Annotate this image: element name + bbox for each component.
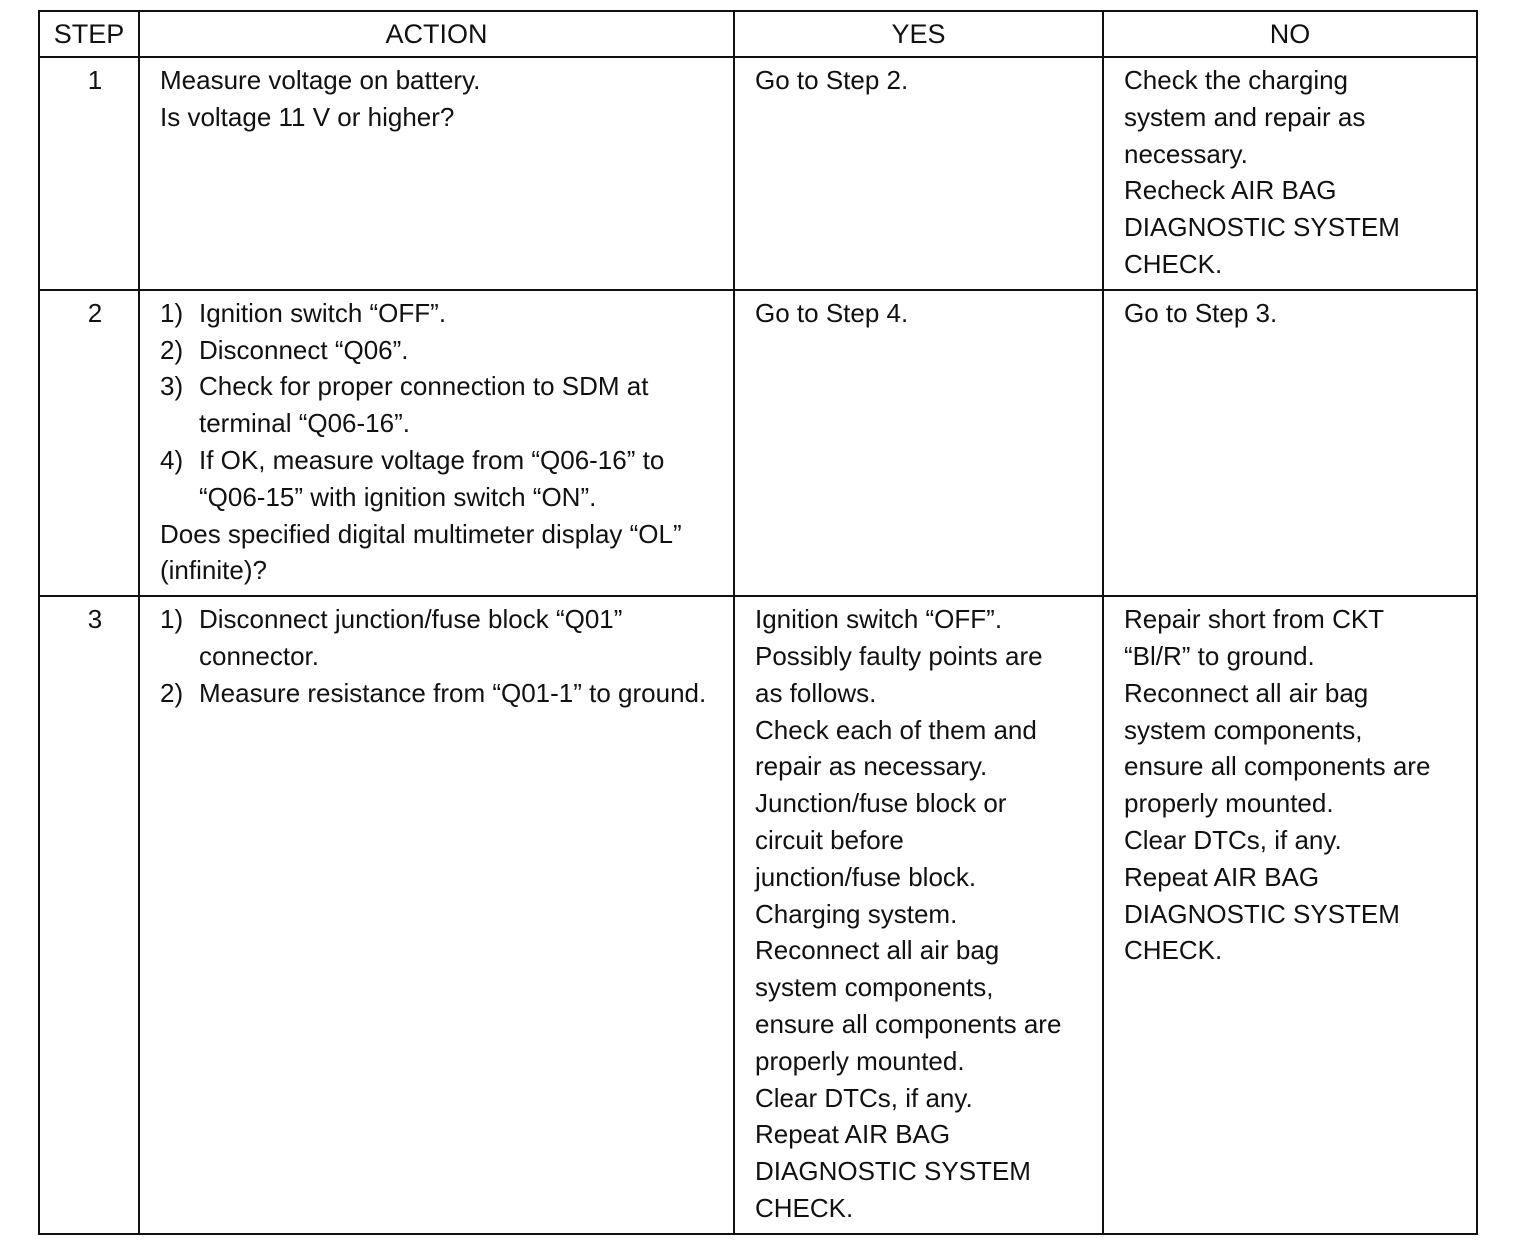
header-action: ACTION bbox=[139, 11, 734, 57]
header-no: NO bbox=[1103, 11, 1477, 57]
yes-line: Possibly faulty points are bbox=[755, 640, 1043, 671]
action-line: Is voltage 11 V or higher? bbox=[160, 101, 455, 132]
action-step bbox=[160, 332, 725, 369]
yes-line: ensure all components are bbox=[755, 1008, 1062, 1039]
header-yes: YES bbox=[734, 11, 1103, 57]
action-step-number: 1) bbox=[160, 297, 184, 328]
yes-line: Junction/fuse block or bbox=[755, 788, 1007, 819]
yes-line: repair as necessary. bbox=[755, 751, 988, 782]
no-line: Recheck AIR BAG bbox=[1124, 175, 1337, 206]
action-steps-list bbox=[160, 601, 725, 711]
action-steps-list bbox=[160, 295, 725, 516]
action-question: Does specified digital multimeter display “OL” (infinite)? bbox=[160, 518, 682, 586]
action-step-number: 2) bbox=[160, 677, 184, 708]
action-step-text: Check for proper connection to SDM at terminal “Q06-16”. bbox=[199, 371, 649, 439]
table-row bbox=[39, 596, 1477, 1234]
action-step bbox=[160, 295, 725, 332]
action-step bbox=[160, 675, 725, 712]
no-line: Repair short from CKT bbox=[1124, 604, 1385, 635]
yes-line: system components, bbox=[755, 972, 994, 1003]
action-cell bbox=[139, 596, 734, 1234]
action-step-text: Disconnect junction/fuse block “Q01” connector. bbox=[199, 604, 623, 671]
step-number: 3 bbox=[39, 596, 139, 1234]
no-line: system and repair as bbox=[1124, 101, 1366, 132]
no-cell bbox=[1103, 290, 1477, 596]
action-step bbox=[160, 442, 725, 516]
action-cell bbox=[139, 290, 734, 596]
yes-line: circuit before bbox=[755, 824, 904, 855]
no-cell bbox=[1103, 596, 1477, 1234]
no-line: ensure all components are bbox=[1124, 751, 1431, 782]
step-number: 2 bbox=[39, 290, 139, 596]
header-step: STEP bbox=[39, 11, 139, 57]
no-line: Repeat AIR BAG bbox=[1124, 861, 1320, 892]
table-row bbox=[39, 57, 1477, 290]
yes-line: Repeat AIR BAG bbox=[755, 1119, 951, 1150]
diagnostic-table bbox=[38, 10, 1478, 1235]
action-step-text: If OK, measure voltage from “Q06-16” to “Q06-15” with ignition switch “ON”. bbox=[199, 444, 665, 512]
no-line: system components, bbox=[1124, 714, 1363, 745]
no-line: Check the charging bbox=[1124, 65, 1349, 95]
no-line: CHECK. bbox=[1124, 248, 1223, 279]
yes-line: CHECK. bbox=[755, 1192, 854, 1223]
no-line: necessary. bbox=[1124, 138, 1248, 169]
no-line: “Bl/R” to ground. bbox=[1124, 640, 1315, 671]
action-step-text: Measure resistance from “Q01-1” to ground. bbox=[199, 677, 707, 708]
action-line: Measure voltage on battery. bbox=[160, 65, 481, 95]
action-step-text: Ignition switch “OFF”. bbox=[199, 297, 447, 328]
step-number: 1 bbox=[39, 57, 139, 290]
yes-cell bbox=[734, 57, 1103, 290]
no-cell bbox=[1103, 57, 1477, 290]
table-row bbox=[39, 290, 1477, 596]
no-line: CHECK. bbox=[1124, 935, 1223, 966]
action-step-number: 3) bbox=[160, 371, 184, 402]
yes-line: Check each of them and bbox=[755, 714, 1037, 745]
yes-line: as follows. bbox=[755, 677, 877, 708]
no-line: Reconnect all air bag bbox=[1124, 677, 1369, 708]
yes-line: DIAGNOSTIC SYSTEM bbox=[755, 1156, 1031, 1187]
action-step bbox=[160, 368, 725, 442]
yes-cell bbox=[734, 596, 1103, 1234]
yes-line: Go to Step 2. bbox=[755, 65, 909, 95]
yes-line: Ignition switch “OFF”. bbox=[755, 604, 1003, 635]
yes-cell bbox=[734, 290, 1103, 596]
no-line: DIAGNOSTIC SYSTEM bbox=[1124, 212, 1400, 243]
action-step-number: 1) bbox=[160, 604, 184, 635]
header-row bbox=[39, 11, 1477, 57]
action-step-number: 2) bbox=[160, 334, 184, 365]
yes-line: properly mounted. bbox=[755, 1045, 965, 1076]
yes-line: Clear DTCs, if any. bbox=[755, 1082, 973, 1113]
action-step bbox=[160, 601, 725, 675]
yes-line: Charging system. bbox=[755, 898, 958, 929]
action-step-text: Disconnect “Q06”. bbox=[199, 334, 409, 365]
no-line: Clear DTCs, if any. bbox=[1124, 824, 1342, 855]
no-line: Go to Step 3. bbox=[1124, 297, 1278, 328]
no-line: properly mounted. bbox=[1124, 788, 1334, 819]
action-step-number: 4) bbox=[160, 444, 184, 475]
yes-line: Reconnect all air bag bbox=[755, 935, 1000, 966]
action-cell bbox=[139, 57, 734, 290]
no-line: DIAGNOSTIC SYSTEM bbox=[1124, 898, 1400, 929]
yes-line: Go to Step 4. bbox=[755, 297, 909, 328]
yes-line: junction/fuse block. bbox=[755, 861, 977, 892]
